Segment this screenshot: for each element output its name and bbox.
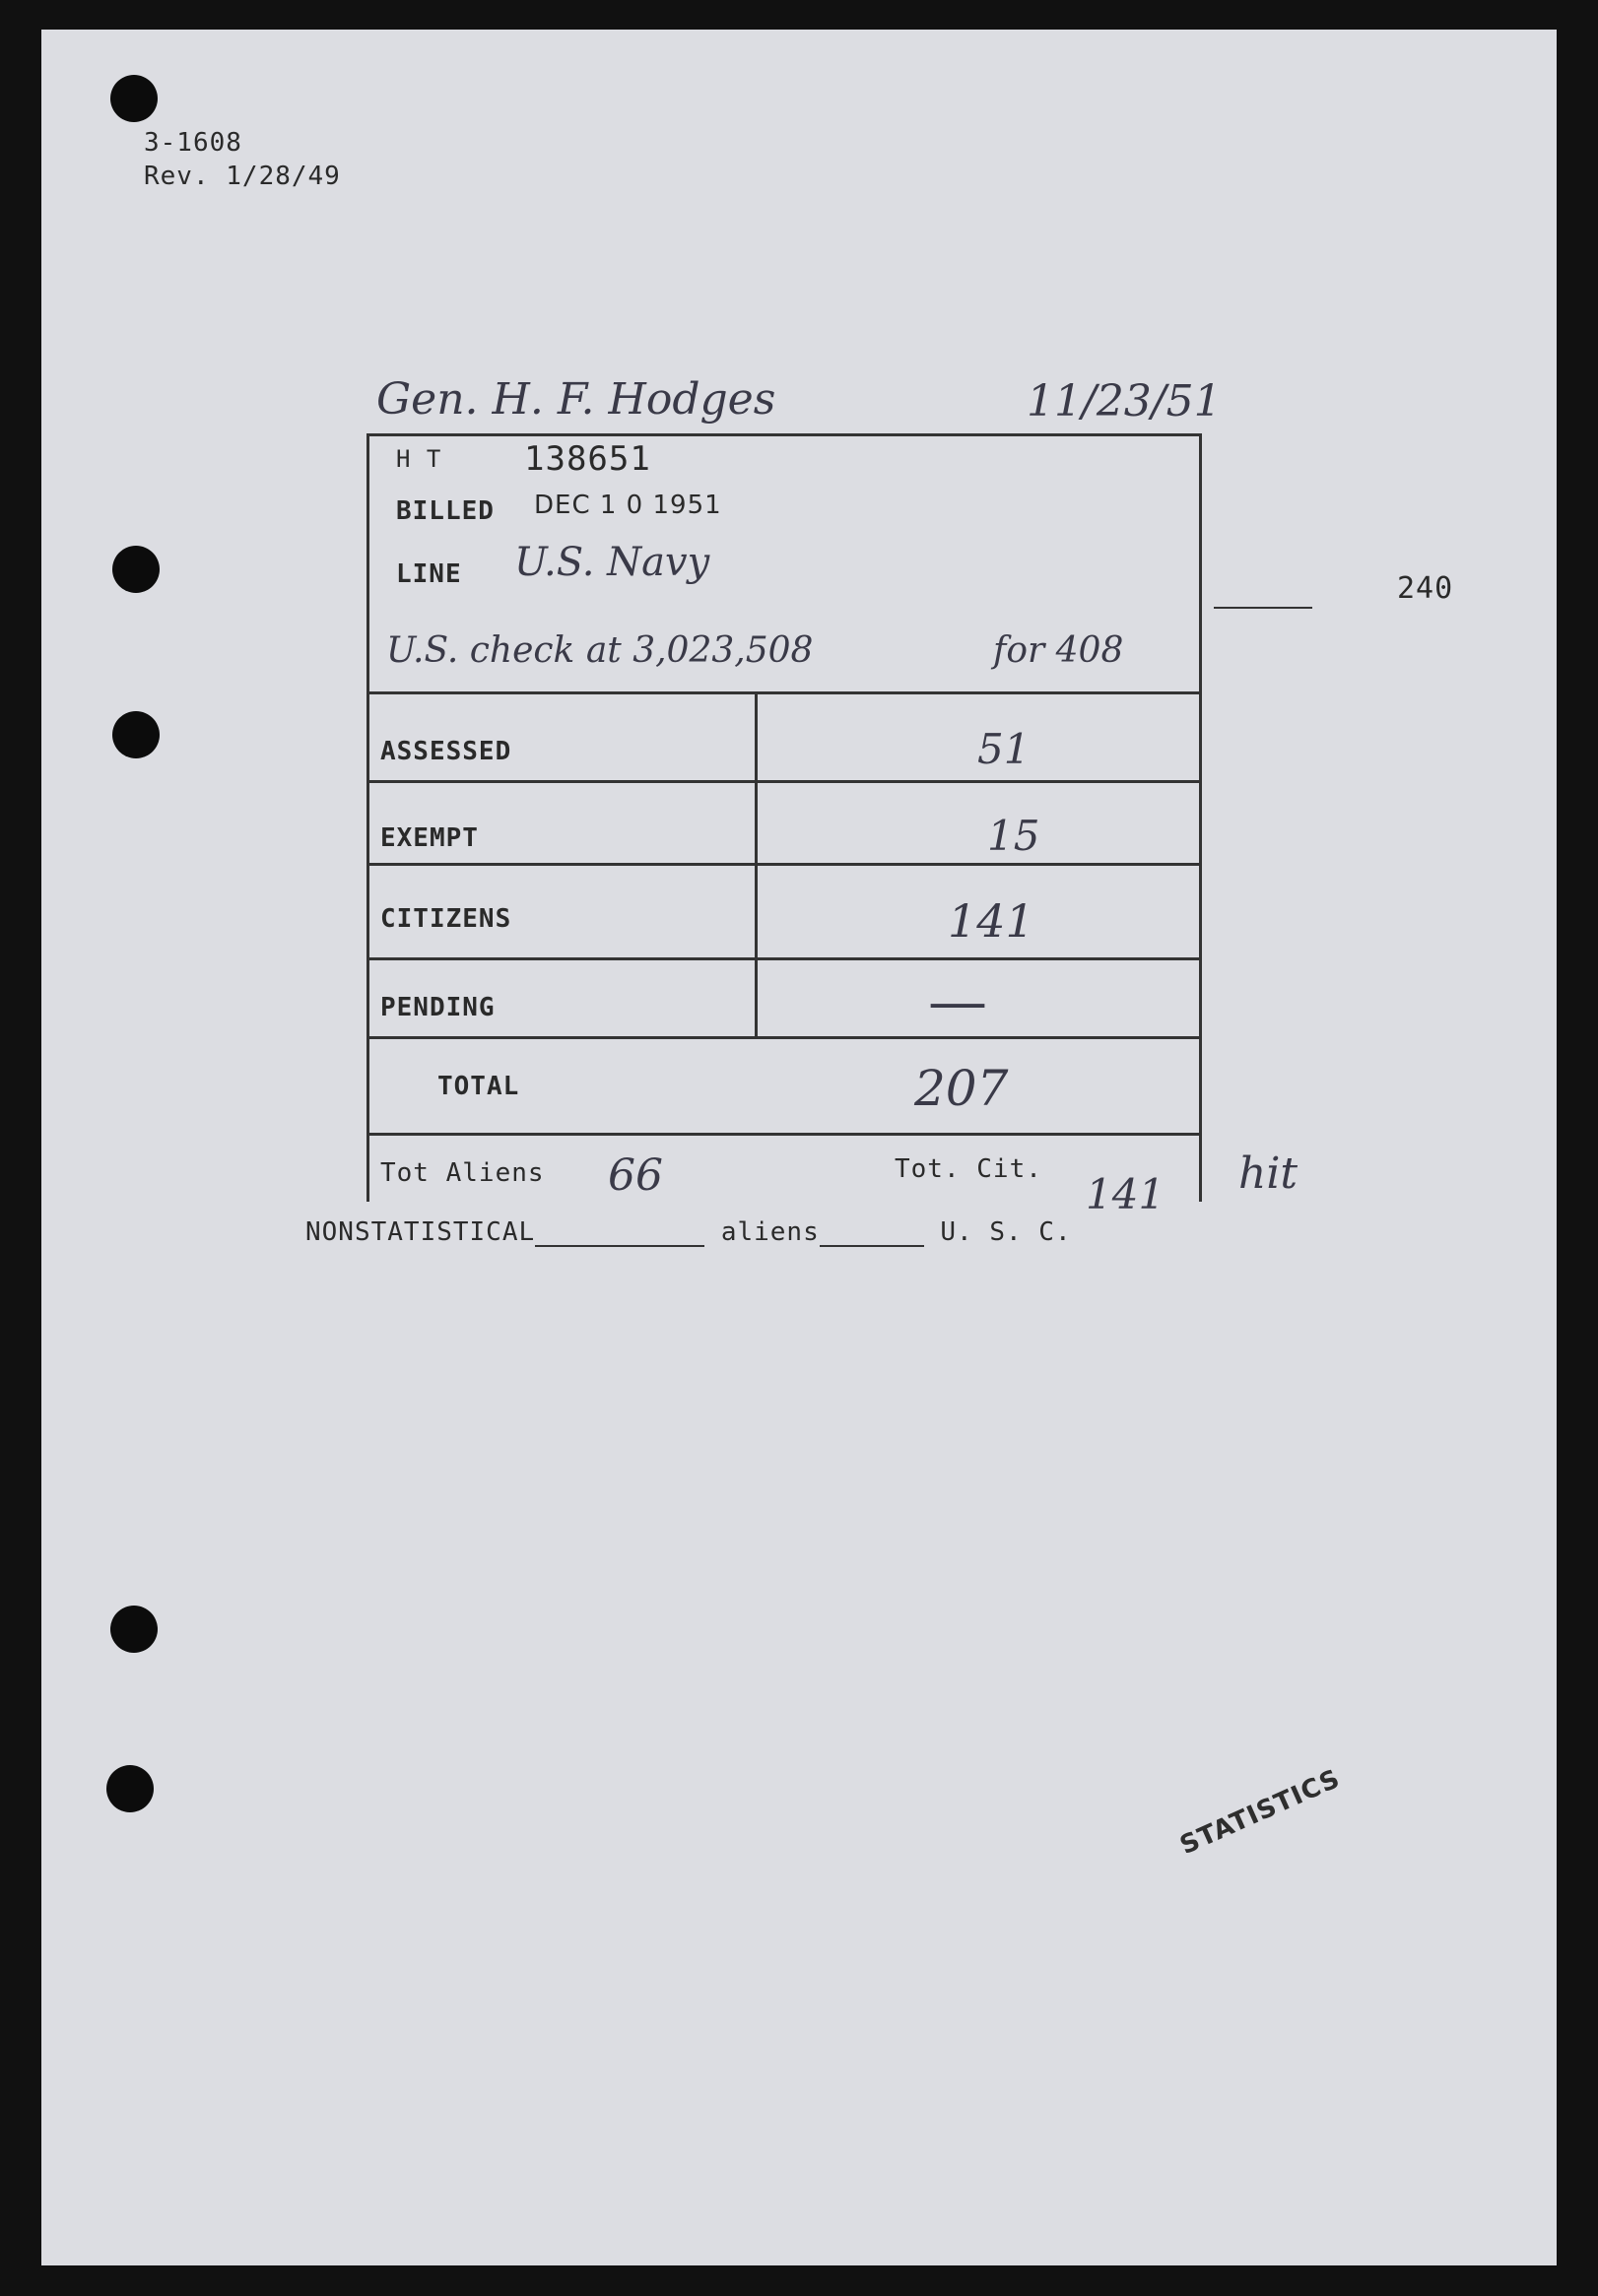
billed-label: BILLED [396,496,495,526]
row-value-assessed: 51 [977,725,1031,773]
statistics-stamp: STATISTICS [1175,1763,1345,1862]
row-label-exempt: EXEMPT [380,823,479,853]
check-note-2: for 408 [993,630,1124,671]
form-revision: Rev. 1/28/49 [144,162,341,191]
rule-4 [366,957,1202,960]
rule-3 [366,863,1202,866]
ht-label: H T [396,445,442,473]
clerk-initials: hit [1238,1148,1298,1199]
tot-aliens-value: 66 [608,1150,663,1201]
ht-number: 138651 [524,439,651,479]
line-value: U.S. Navy [514,540,710,585]
nonstatistical-blank-1 [535,1245,704,1247]
total-value: 207 [914,1060,1009,1117]
total-label: TOTAL [437,1072,520,1101]
left-border [366,433,369,1202]
statistics-form-box [366,433,1202,1218]
tot-cit-value: 141 [1086,1170,1165,1218]
tot-cit-label: Tot. Cit. [895,1154,1042,1184]
nonstatistical-blank-2 [820,1245,924,1247]
right-border [1199,433,1202,1202]
row-label-citizens: CITIZENS [380,904,512,934]
rule-2 [366,780,1202,783]
margin-number: 240 [1397,571,1454,606]
line-label: LINE [396,559,462,589]
row-value-exempt: 15 [987,812,1040,860]
top-border [366,433,1202,436]
row-label-assessed: ASSESSED [380,737,512,766]
row-label-pending: PENDING [380,993,496,1022]
binder-hole-2 [112,546,160,593]
vessel-name: Gen. H. F. Hodges [376,374,776,425]
row-value-pending: — [928,967,987,1036]
tot-aliens-label: Tot Aliens [380,1158,545,1188]
billed-date: DEC 1 0 1951 [534,491,722,520]
nonstatistical-line [305,1217,1072,1247]
aliens-label: aliens [720,1217,820,1247]
usc-label: U. S. C. [940,1217,1072,1247]
arrow-mark [1214,607,1312,609]
binder-hole-3 [112,711,160,758]
arrival-date: 11/23/51 [1027,376,1222,426]
binder-hole-5 [106,1765,154,1812]
rule-1 [366,691,1202,694]
rule-6 [366,1133,1202,1136]
form-number: 3-1608 [144,128,242,158]
binder-hole-4 [110,1606,158,1653]
binder-hole-1 [110,75,158,122]
nonstatistical-label: NONSTATISTICAL [305,1217,536,1247]
rule-5 [366,1036,1202,1039]
row-value-citizens: 141 [948,894,1034,948]
check-note: U.S. check at 3,023,508 [386,630,814,671]
document-page [41,30,1557,2265]
